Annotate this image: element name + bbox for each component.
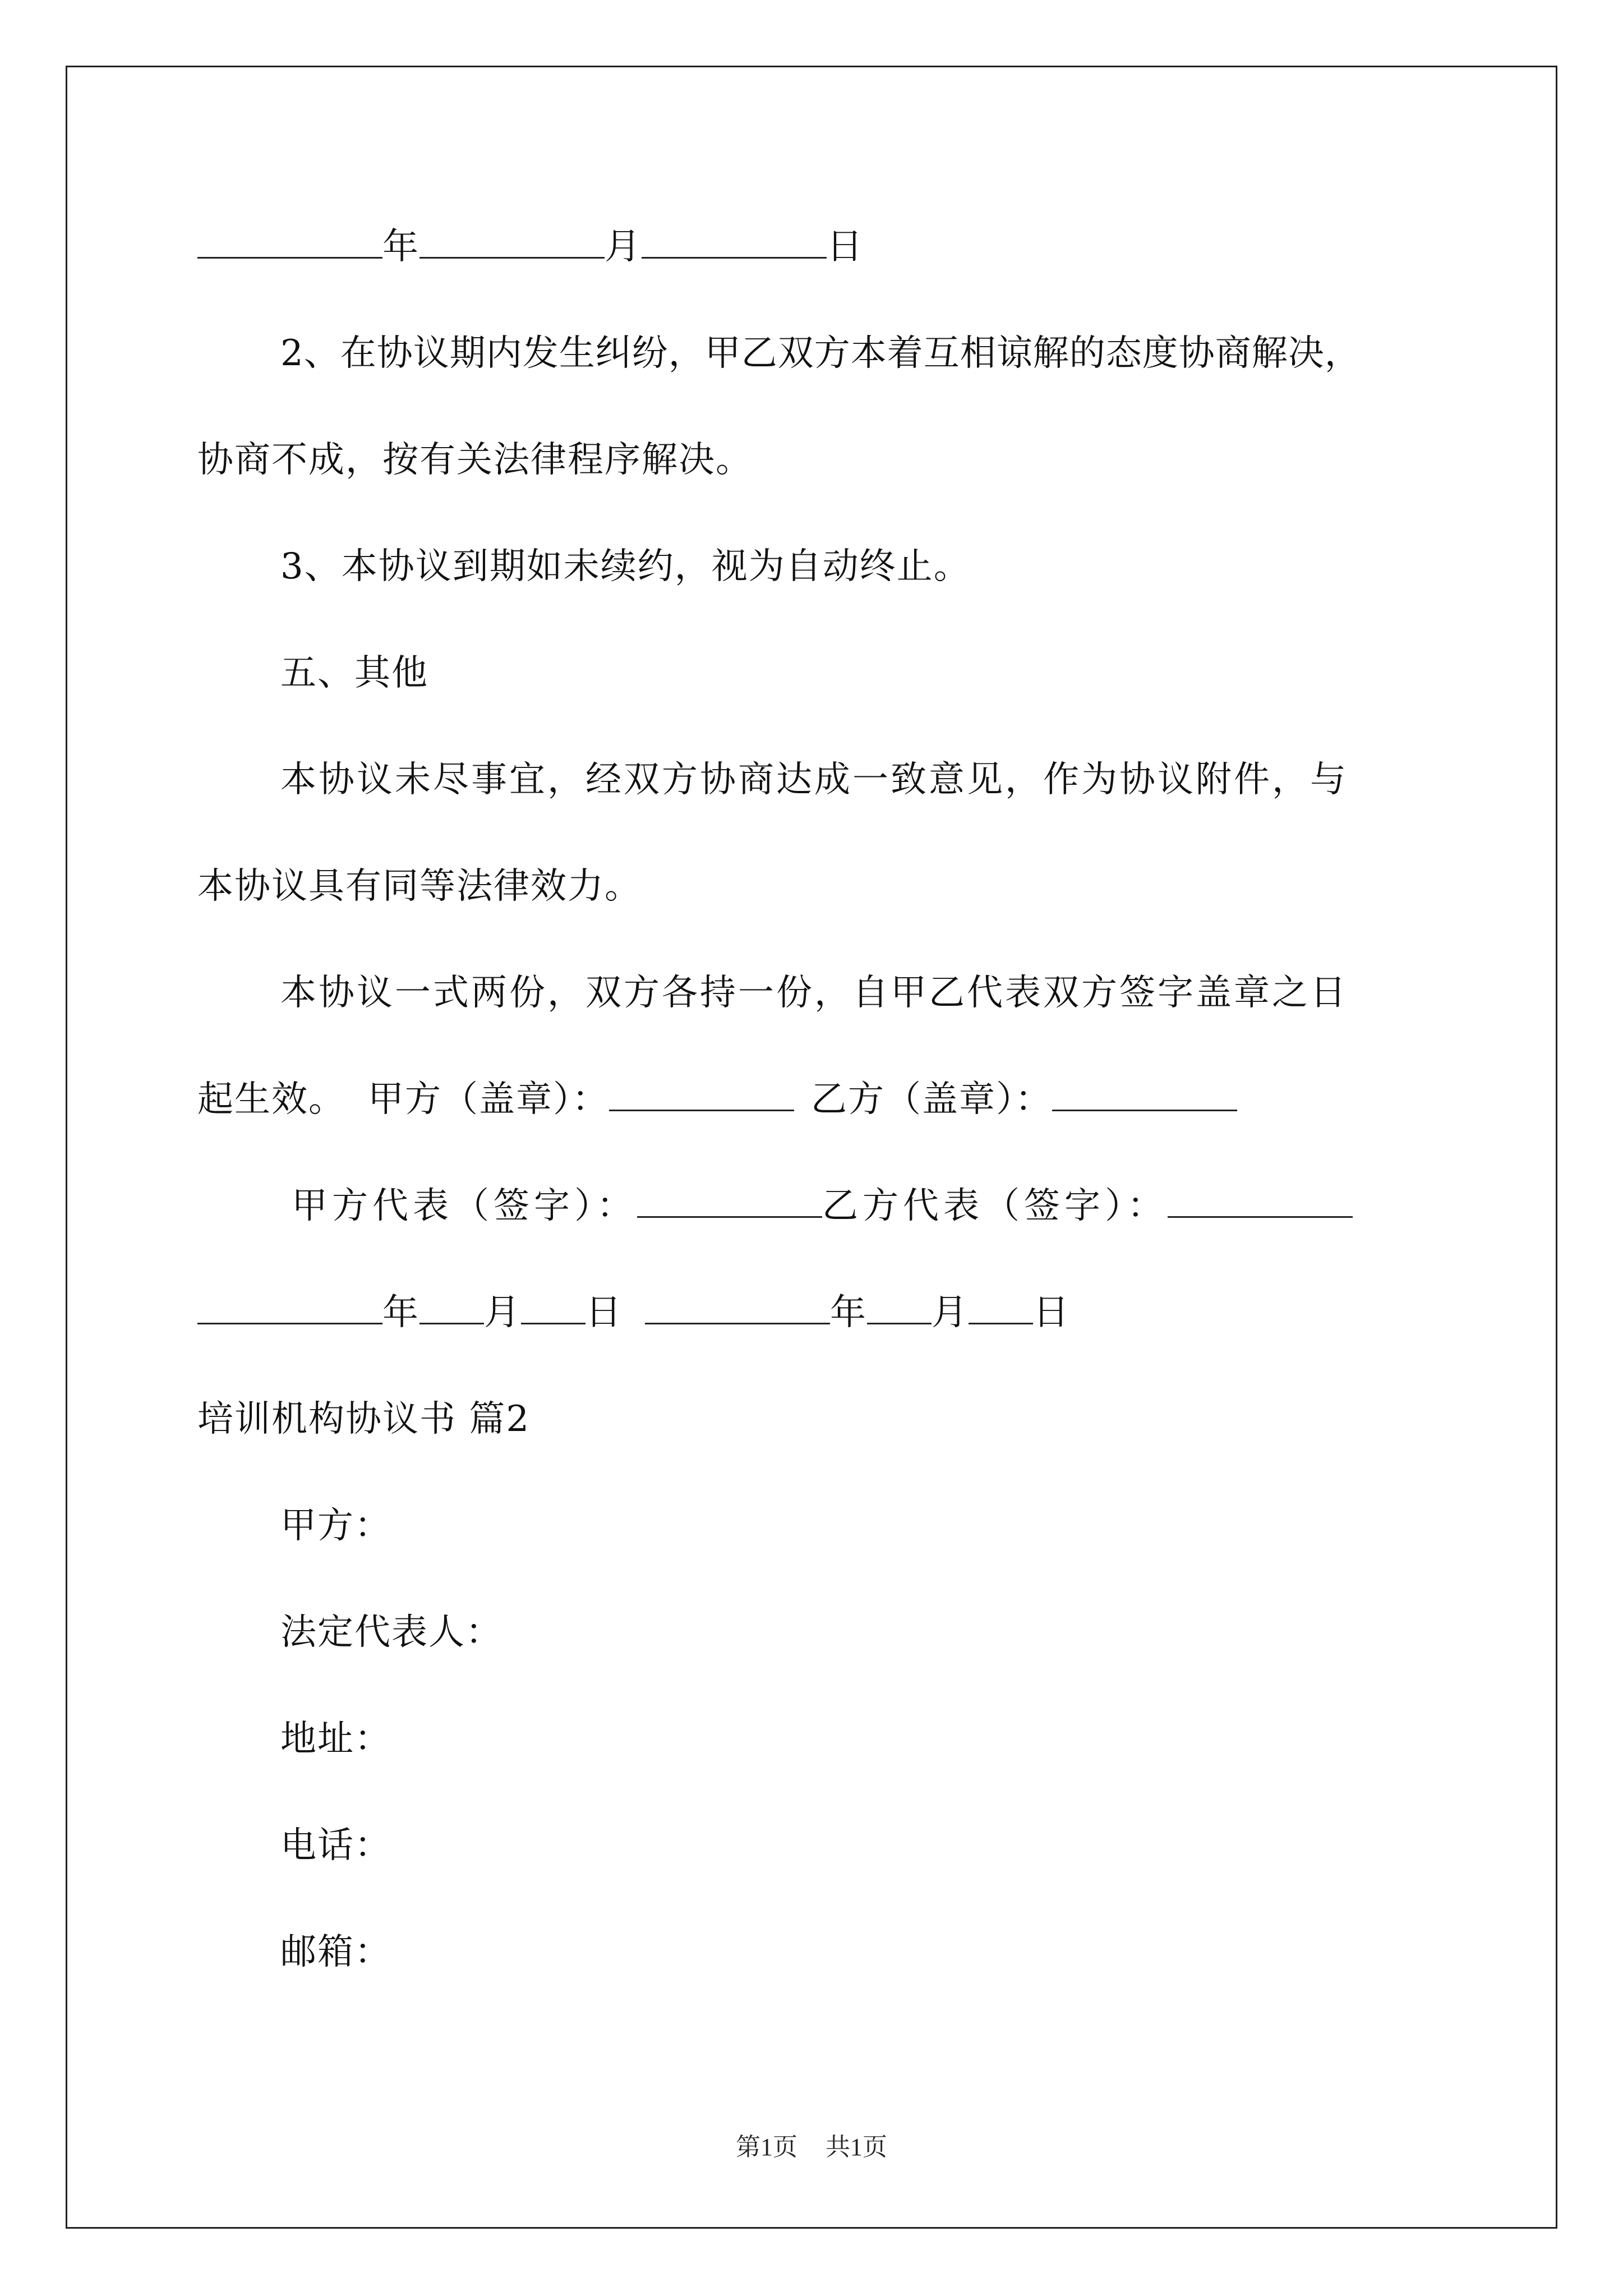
blank-a-month bbox=[419, 1291, 484, 1324]
field-email: 邮箱： bbox=[280, 1931, 391, 1973]
date-line-2 bbox=[197, 1290, 1070, 1335]
blank-a-year bbox=[197, 1291, 382, 1324]
a-day-char: 日 bbox=[585, 1292, 623, 1333]
party-b-rep-label: 乙方代表（签字）： bbox=[822, 1185, 1168, 1227]
b-year-char: 年 bbox=[830, 1292, 867, 1333]
item2-line2: 协商不成，按有关法律程序解决。 bbox=[197, 439, 753, 481]
blank-a-day bbox=[521, 1291, 585, 1324]
other-line2: 本协议具有同等法律效力。 bbox=[197, 866, 642, 907]
b-month-char: 月 bbox=[932, 1292, 969, 1333]
page-total: 共1页 bbox=[826, 2133, 887, 2161]
party-b-rep-blank bbox=[1168, 1185, 1353, 1218]
copies-line1: 本协议一式两份，双方各持一份，自甲乙代表双方签字盖章之日 bbox=[280, 972, 1348, 1014]
item3-paragraph: 3、本协议到期如未续约，视为自动终止。 bbox=[280, 546, 971, 587]
party-a-rep-blank bbox=[637, 1185, 822, 1218]
party-b-seal-label: 乙方（盖章）： bbox=[811, 1079, 1052, 1120]
day-char: 日 bbox=[827, 226, 864, 268]
field-phone: 电话： bbox=[280, 1825, 391, 1866]
party-b-seal-blank bbox=[1052, 1078, 1237, 1111]
field-legal-rep: 法定代表人： bbox=[280, 1612, 502, 1653]
party-a-rep-label: 甲方代表（签字）： bbox=[292, 1185, 637, 1227]
page-footer bbox=[0, 2132, 1623, 2163]
field-party-a: 甲方： bbox=[280, 1505, 391, 1547]
a-month-char: 月 bbox=[484, 1292, 521, 1333]
page-current: 第1页 bbox=[736, 2133, 797, 2161]
effective-text: 起生效。 bbox=[197, 1079, 345, 1120]
other-line1: 本协议未尽事宜，经双方协商达成一致意见，作为协议附件，与 bbox=[280, 759, 1348, 800]
blank-b-year bbox=[645, 1291, 830, 1324]
representatives-line bbox=[292, 1184, 1353, 1228]
year-char: 年 bbox=[382, 226, 419, 268]
copies-line2 bbox=[197, 1077, 1237, 1122]
item2-line1: 2、在协议期内发生纠纷，甲乙双方本着互相谅解的态度协商解决， bbox=[280, 333, 1361, 374]
blank-b-day bbox=[969, 1291, 1033, 1324]
section5-heading: 五、其他 bbox=[280, 652, 428, 694]
b-day-char: 日 bbox=[1033, 1292, 1070, 1333]
field-address: 地址： bbox=[280, 1718, 391, 1760]
party-a-seal-blank bbox=[609, 1078, 794, 1111]
blank-b-month bbox=[867, 1291, 932, 1324]
doc2-title: 培训机构协议书 篇2 bbox=[197, 1398, 531, 1440]
date-line-1 bbox=[197, 224, 864, 269]
blank-day bbox=[642, 226, 827, 259]
page-border bbox=[66, 66, 1557, 2229]
blank-month bbox=[419, 226, 605, 259]
month-char: 月 bbox=[605, 226, 642, 268]
blank-year bbox=[197, 226, 382, 259]
party-a-seal-label: 甲方（盖章）： bbox=[368, 1079, 609, 1120]
a-year-char: 年 bbox=[382, 1292, 419, 1333]
